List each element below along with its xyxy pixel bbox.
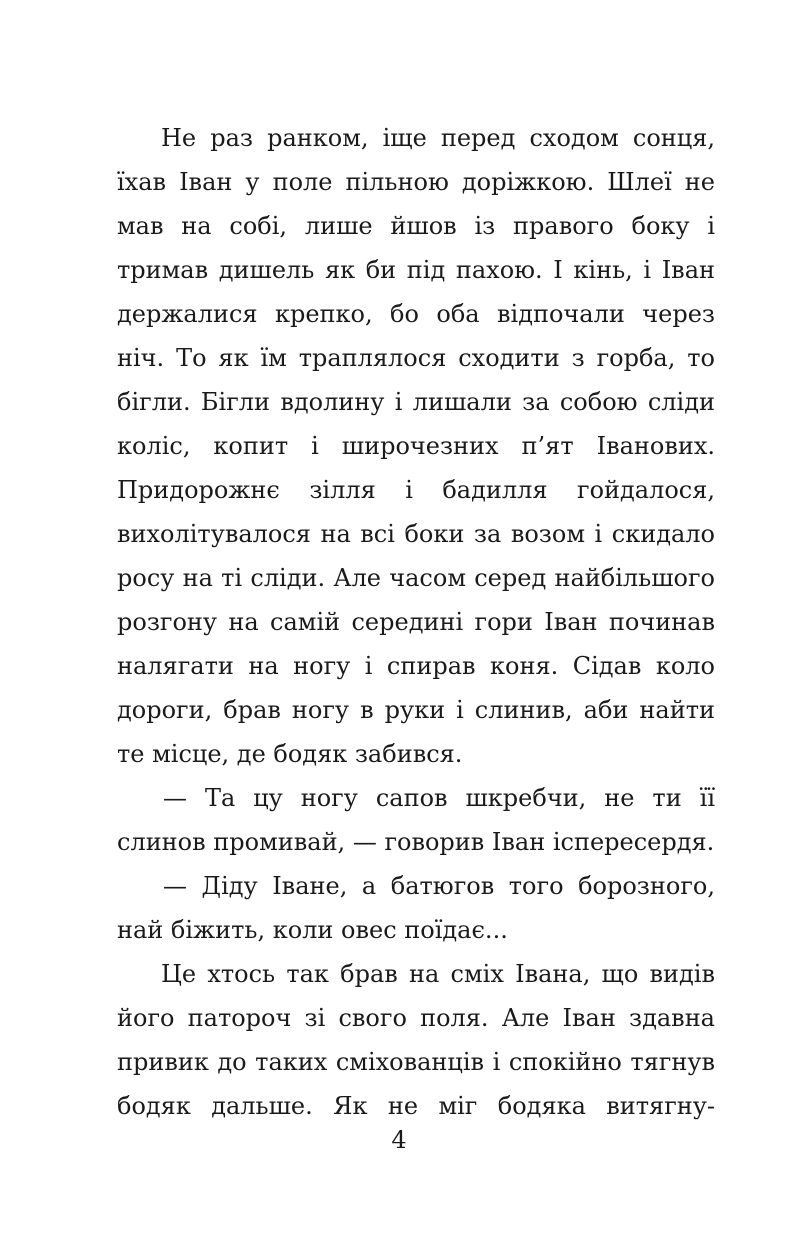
- body-text: [117, 116, 715, 1128]
- paragraph-1: Не раз ранком, іще перед сходом сонця, їхав Іван у поле пільною доріжкою. Шлеї не мав на собі, лише йшов із правого боку і тримав дишель як би під пахою. І кінь, і Іван держалися крепко, бо оба відпочали через ніч. То як їм траплялося сходити з горба, то бігли. Бігли вдолину і лишали за собою сліди коліс, копит і широчезних п’ят Іванових. Придорожнє зілля і бадилля гойдалося, вихолітувалося на всі боки за возом і скидало росу на ті сліди. Але часом серед найбільшого розгону на самій середині гори Іван починав налягати на ногу і спирав коня. Сідав коло дороги, брав ногу в руки і слинив, аби найти те місце, де бодяк забився.: [117, 124, 715, 768]
- paragraph-3-dialog: — Діду Іване, а батюгов того борозного, най біжить, коли овес поїдає...: [117, 872, 715, 944]
- paragraph-4: Це хтось так брав на сміх Івана, що видів його паторoч зі свого поля. Але Іван здавна привик до таких сміхованців і спокійно тягнув бодяк дальше. Як не міг бодяка витягну-: [117, 960, 715, 1120]
- paragraph-2-dialog: — Та цу ногу сапов шкребчи, не ти її слинов промивай, — говорив Іван іспересердя.: [117, 784, 715, 856]
- page-number: 4: [391, 1126, 407, 1154]
